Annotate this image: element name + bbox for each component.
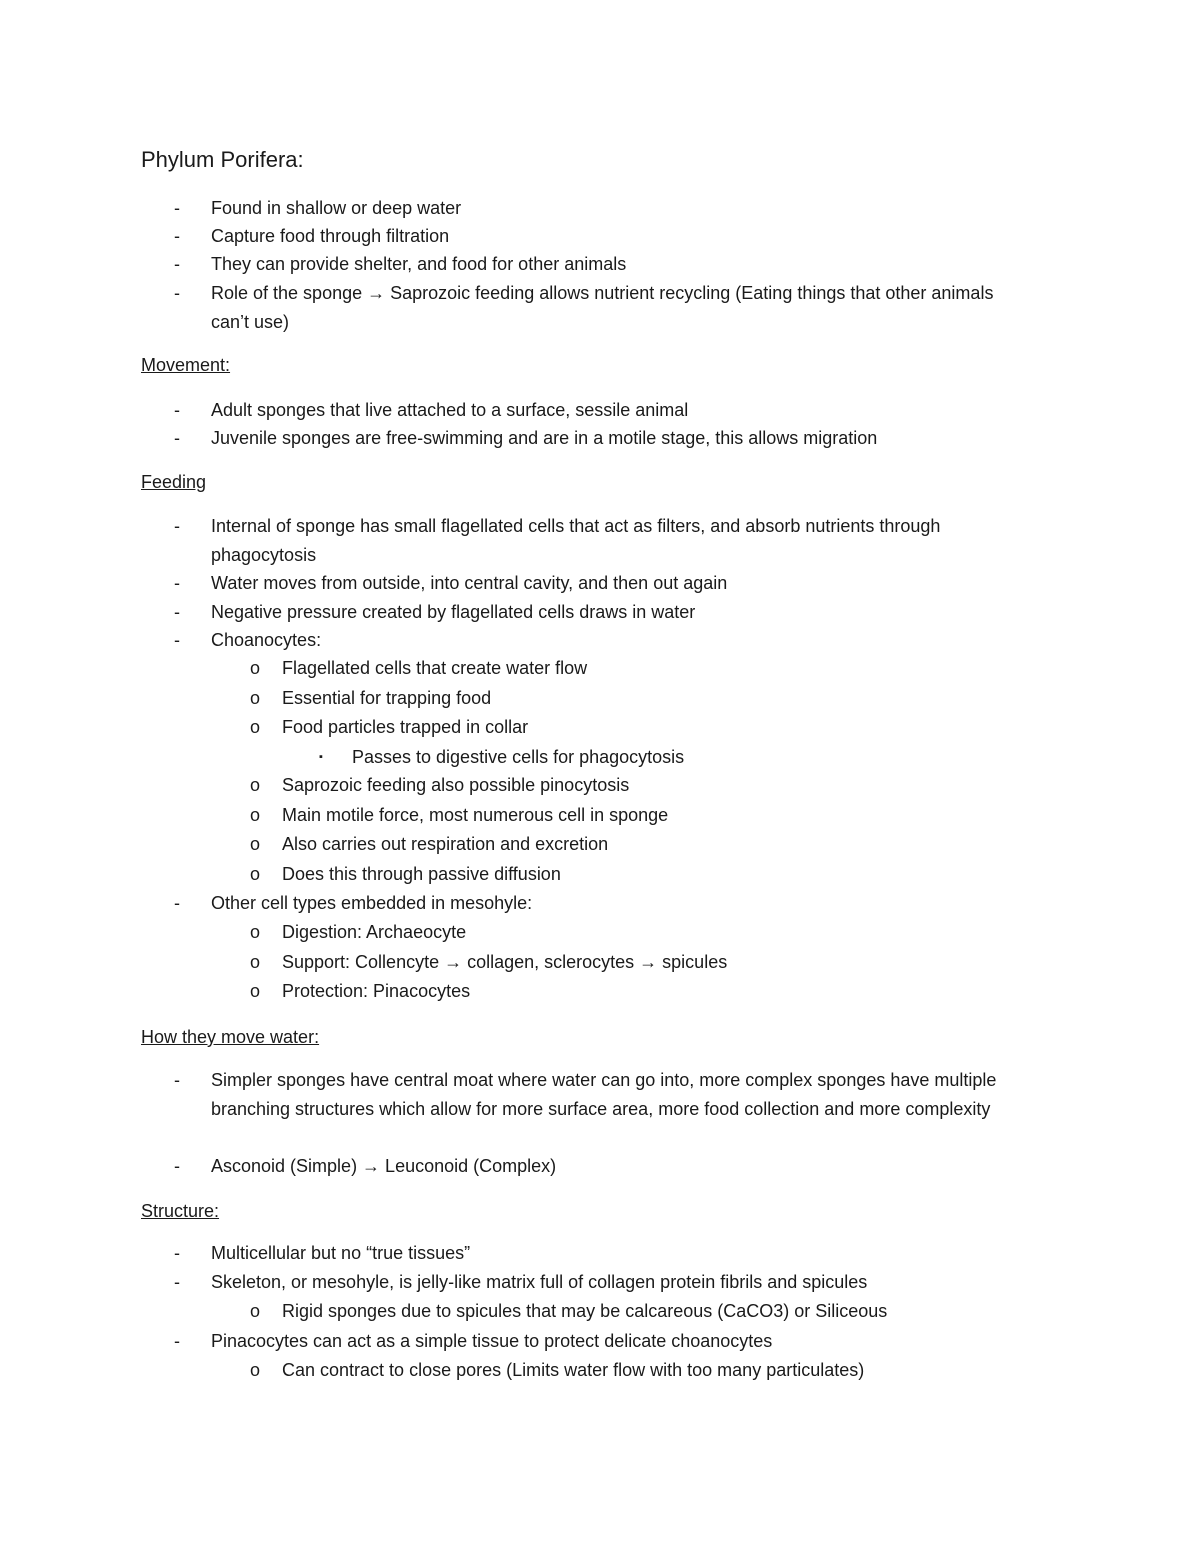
list-item: They can provide shelter, and food for other animals: [211, 254, 627, 274]
section-heading-movement: Movement:: [141, 355, 231, 375]
dash-marker: -: [174, 428, 180, 448]
circle-marker: o: [250, 658, 261, 678]
list-item: Found in shallow or deep water: [211, 198, 462, 218]
list-item: Skeleton, or mesohyle, is jelly-like matrix full of collagen protein fibrils and spicules: [211, 1272, 868, 1292]
list-item: Adult sponges that live attached to a surface, sessile animal: [211, 400, 689, 420]
circle-marker: o: [250, 952, 261, 972]
circle-marker: o: [250, 922, 261, 942]
sub-list-item: Rigid sponges due to spicules that may be calcareous (CaCO3) or Siliceous: [282, 1301, 888, 1321]
sub-list-item: Also carries out respiration and excretion: [282, 834, 609, 854]
circle-marker: o: [250, 1360, 261, 1380]
dash-marker: -: [174, 573, 180, 593]
list-item: Asconoid (Simple) → Leuconoid (Complex): [211, 1156, 557, 1176]
sub-list-item: Main motile force, most numerous cell in sponge: [282, 805, 669, 825]
list-item: Negative pressure created by flagellated cells draws in water: [211, 602, 696, 622]
dash-marker: -: [174, 1331, 180, 1351]
dash-marker: -: [174, 254, 180, 274]
sub-list-item: Protection: Pinacocytes: [282, 981, 471, 1001]
list-item: Simpler sponges have central moat where water can go into, more complex sponges have multiple branching structures which allow for more surface area, more food collection and more complexity: [211, 1070, 997, 1119]
dash-marker: -: [174, 1243, 180, 1263]
dash-marker: -: [174, 602, 180, 622]
list-item: Role of the sponge → Saprozoic feeding allows nutrient recycling (Eating things that other animals can’t use): [211, 283, 994, 332]
dash-marker: -: [174, 400, 180, 420]
sub-list-item: Food particles trapped in collar: [282, 717, 529, 737]
list-item: Pinacocytes can act as a simple tissue to protect delicate choanocytes: [211, 1331, 773, 1351]
circle-marker: o: [250, 834, 261, 854]
section-heading-structure: Structure:: [141, 1201, 220, 1221]
list-item: Other cell types embedded in mesohyle:: [211, 893, 533, 913]
page-title: Phylum Porifera:: [141, 147, 304, 172]
list-item: Choanocytes:: [211, 630, 322, 650]
sub-list-item: Flagellated cells that create water flow: [282, 658, 588, 678]
sub-list-item: Saprozoic feeding also possible pinocytosis: [282, 775, 630, 795]
section-heading-water: How they move water:: [141, 1027, 320, 1047]
circle-marker: o: [250, 864, 261, 884]
dash-marker: -: [174, 630, 180, 650]
dash-marker: -: [174, 893, 180, 913]
circle-marker: o: [250, 717, 261, 737]
section-heading-feeding: Feeding: [141, 472, 207, 492]
circle-marker: o: [250, 775, 261, 795]
dash-marker: -: [174, 226, 180, 246]
sub-list-item: Essential for trapping food: [282, 688, 492, 708]
circle-marker: o: [250, 981, 261, 1001]
dash-marker: -: [174, 198, 180, 218]
sub-list-item: Support: Collencyte → collagen, sclerocytes → spicules: [282, 952, 728, 972]
list-item: Multicellular but no “true tissues”: [211, 1243, 471, 1263]
square-marker: ▪: [319, 751, 323, 763]
sub-list-item: Does this through passive diffusion: [282, 864, 561, 884]
list-item: Juvenile sponges are free-swimming and are in a motile stage, this allows migration: [211, 428, 878, 448]
sub-list-item: Can contract to close pores (Limits water flow with too many particulates): [282, 1360, 865, 1380]
circle-marker: o: [250, 1301, 261, 1321]
sub-list-item: Digestion: Archaeocyte: [282, 922, 467, 942]
dash-marker: -: [174, 1156, 180, 1176]
dash-marker: -: [174, 283, 180, 303]
circle-marker: o: [250, 805, 261, 825]
list-item: Internal of sponge has small flagellated cells that act as filters, and absorb nutrients through phagocytosis: [211, 516, 941, 565]
dash-marker: -: [174, 516, 180, 536]
sub-sub-list-item: Passes to digestive cells for phagocytosis: [352, 747, 685, 767]
dash-marker: -: [174, 1070, 180, 1090]
circle-marker: o: [250, 688, 261, 708]
dash-marker: -: [174, 1272, 180, 1292]
list-item: Water moves from outside, into central cavity, and then out again: [211, 573, 728, 593]
list-item: Capture food through filtration: [211, 226, 450, 246]
